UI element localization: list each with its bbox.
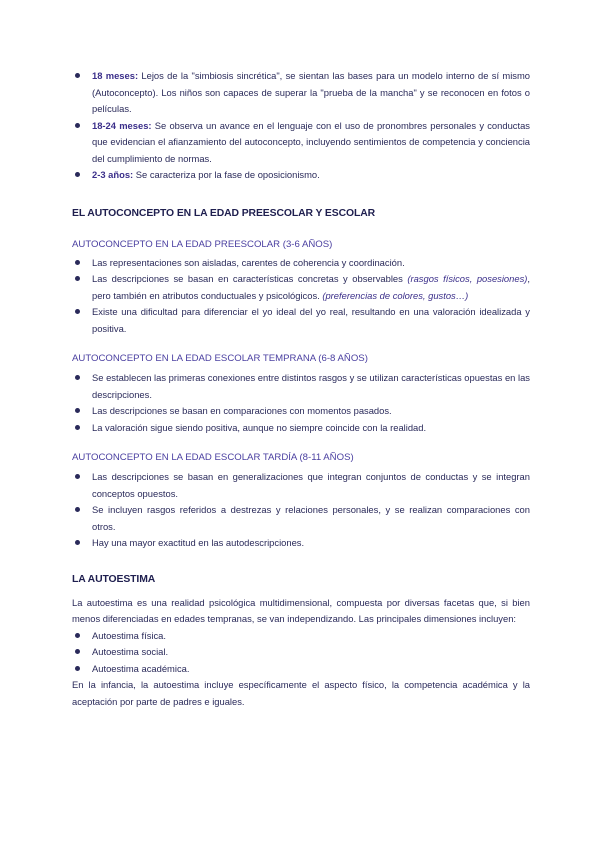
item-text: La valoración sigue siendo positiva, aunque no siempre coincide con la realidad. — [92, 421, 427, 433]
list-item — [72, 502, 530, 535]
bullet-icon — [75, 172, 80, 177]
item-text: Se observa un avance en el lenguaje con el uso de pronombres personales y conductas que evidencian el afianzamiento del autoconcepto, incluyendo sentimientos de competencia y conciencia del cumplimiento de normas. — [92, 119, 530, 164]
bullet-icon — [75, 507, 80, 512]
bullet-icon — [75, 633, 80, 638]
list-item — [72, 661, 530, 678]
item-term: 18-24 meses: — [92, 119, 152, 131]
bullet-icon — [75, 408, 80, 413]
late-school-list — [72, 469, 530, 552]
list-item — [72, 304, 530, 337]
preschool-list — [72, 255, 530, 338]
document-content — [72, 68, 530, 710]
item-text: , pero también en atributos conductuales y psicológicos. — [92, 273, 530, 301]
section-heading: LA AUTOESTIMA — [72, 573, 156, 585]
section-heading: EL AUTOCONCEPTO EN LA EDAD PREESCOLAR Y ESCOLAR — [72, 207, 376, 219]
list-item — [72, 420, 530, 437]
bullet-icon — [75, 276, 80, 281]
item-text: Existe una dificultad para diferenciar el yo ideal del yo real, resultando en una valoración idealizada y positiva. — [92, 306, 530, 334]
bullet-icon — [75, 309, 80, 314]
item-text: Las descripciones se basan en generalizaciones que integran conjuntos de conductas y se integran conceptos opuestos. — [92, 471, 530, 499]
list-item — [72, 628, 530, 645]
item-text: Hay una mayor exactitud en las autodescripciones. — [92, 537, 305, 548]
list-item — [72, 68, 530, 118]
item-text: Se establecen las primeras conexiones entre distintos rasgos y se utilizan características opuestas en las descripciones. — [92, 372, 530, 400]
bullet-icon — [75, 666, 80, 671]
item-text: Lejos de la "simbiosis sincrética", se sientan las bases para un modelo interno de sí mismo (Autoconcepto). Los niños son capaces de superar la "prueba de la mancha" y se reconocen en fotos o películas. — [92, 70, 530, 114]
subsection-heading: AUTOCONCEPTO EN LA EDAD ESCOLAR TEMPRANA (6-8 AÑOS) — [72, 353, 368, 364]
bullet-icon — [75, 375, 80, 380]
list-item — [72, 469, 530, 502]
item-text: Se caracteriza por la fase de oposicionismo. — [133, 169, 320, 180]
bullet-icon — [75, 123, 80, 128]
item-text: Las descripciones se basan en comparaciones con momentos pasados. — [92, 405, 392, 416]
item-text: Las representaciones son aisladas, carentes de coherencia y coordinación. — [92, 256, 405, 268]
list-item — [72, 255, 530, 272]
bullet-icon — [75, 260, 80, 265]
list-item — [72, 118, 530, 168]
item-text: Se incluyen rasgos referidos a destrezas y relaciones personales, y se realizan comparaciones con otros. — [92, 504, 530, 532]
subsection-heading: AUTOCONCEPTO EN LA EDAD ESCOLAR TARDÍA (8-11 AÑOS) — [72, 452, 354, 463]
item-term: 18 meses: — [92, 70, 139, 81]
list-item — [72, 271, 530, 304]
bullet-icon — [75, 425, 80, 430]
item-emphasis: (rasgos físicos, posesiones) — [407, 273, 528, 284]
early-school-list — [72, 370, 530, 436]
item-emphasis: (preferencias de colores, gustos…) — [322, 289, 469, 301]
dimensions-list — [72, 628, 530, 678]
list-item — [72, 403, 530, 420]
list-item — [72, 644, 530, 661]
item-text: Autoestima académica. — [92, 662, 190, 674]
subsection-heading: AUTOCONCEPTO EN LA EDAD PREESCOLAR (3-6 AÑOS) — [72, 238, 333, 250]
list-item — [72, 535, 530, 552]
paragraph: La autoestima es una realidad psicológica multidimensional, compuesta por diversas facetas que, si bien menos diferenciadas en edades tempranas, se van independizando. Las principales dimensiones incluyen: — [72, 596, 530, 624]
item-text: Autoestima social. — [92, 646, 169, 657]
list-item — [72, 167, 530, 184]
item-term: 2-3 años: — [92, 169, 134, 180]
list-item — [72, 370, 530, 403]
bullet-icon — [75, 540, 80, 545]
bullet-icon — [75, 73, 80, 78]
item-text: Las descripciones se basan en características concretas y observables — [92, 273, 408, 284]
paragraph: En la infancia, la autoestima incluye específicamente el aspecto físico, la competencia académica y la aceptación por parte de padres e iguales. — [72, 679, 530, 707]
bullet-icon — [75, 649, 80, 654]
bullet-icon — [75, 474, 80, 479]
item-text: Autoestima física. — [92, 629, 166, 641]
intro-list — [72, 68, 530, 184]
